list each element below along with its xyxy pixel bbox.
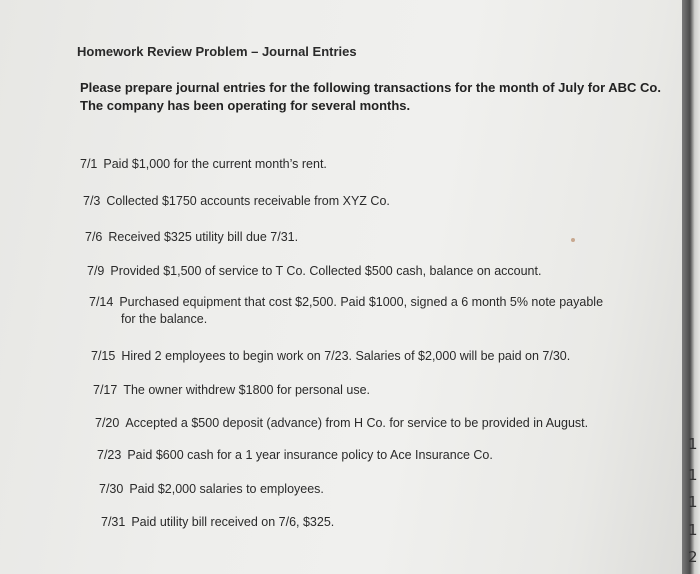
transaction-item <box>95 415 588 432</box>
edge-digit: 1 <box>688 435 698 453</box>
transaction-date: 7/3 <box>83 194 101 208</box>
edge-digit: 2 <box>688 548 698 566</box>
transaction-text: Collected $1750 accounts receivable from XYZ Co. <box>106 194 390 208</box>
transaction-text: Accepted a $500 deposit (advance) from H Co. for service to be provided in August. <box>125 416 589 430</box>
transaction-item <box>89 294 603 328</box>
transaction-text: Received $325 utility bill due 7/31. <box>108 230 299 244</box>
transaction-text: Provided $1,500 of service to T Co. Collected $500 cash, balance on account. <box>110 264 542 278</box>
transaction-text-continued: for the balance. <box>121 312 208 326</box>
transaction-text: Hired 2 employees to begin work on 7/23. Salaries of $2,000 will be paid on 7/30. <box>121 349 571 363</box>
edge-digit: 1 <box>688 521 698 539</box>
transaction-text: Paid $2,000 salaries to employees. <box>129 482 324 496</box>
transaction-text: Purchased equipment that cost $2,500. Paid $1000, signed a 6 month 5% note payable <box>119 295 604 309</box>
transaction-item <box>85 229 298 246</box>
instructions-line: The company has been operating for several months. <box>80 98 411 113</box>
transaction-date: 7/17 <box>93 383 118 397</box>
transaction-item <box>83 193 390 210</box>
transaction-item <box>91 348 570 365</box>
edge-digit: 1 <box>688 466 698 484</box>
transaction-text: Paid $600 cash for a 1 year insurance policy to Ace Insurance Co. <box>127 448 493 462</box>
transaction-item <box>97 447 493 464</box>
transaction-date: 7/14 <box>89 295 114 309</box>
instructions <box>80 79 670 115</box>
instructions-line: Please prepare journal entries for the following transactions for the month of July for ABC Co. <box>80 80 661 95</box>
transaction-item <box>99 481 324 498</box>
transaction-item <box>101 514 334 531</box>
adjacent-page-edge <box>682 0 700 574</box>
transaction-item <box>87 263 541 280</box>
speck <box>571 238 575 242</box>
transaction-date: 7/23 <box>97 448 122 462</box>
transaction-text: Paid $1,000 for the current month’s rent. <box>103 157 327 171</box>
transaction-date: 7/1 <box>80 157 98 171</box>
transaction-date: 7/31 <box>101 515 126 529</box>
transaction-date: 7/20 <box>95 416 120 430</box>
transaction-date: 7/9 <box>87 264 105 278</box>
transaction-item <box>93 382 370 399</box>
transaction-item <box>80 156 327 173</box>
edge-digit: 1 <box>688 493 698 511</box>
transaction-date: 7/6 <box>85 230 103 244</box>
transaction-date: 7/30 <box>99 482 124 496</box>
transaction-text: The owner withdrew $1800 for personal use. <box>123 383 371 397</box>
transaction-date: 7/15 <box>91 349 116 363</box>
transaction-text: Paid utility bill received on 7/6, $325. <box>131 515 335 529</box>
page-title: Homework Review Problem – Journal Entries <box>77 44 357 59</box>
